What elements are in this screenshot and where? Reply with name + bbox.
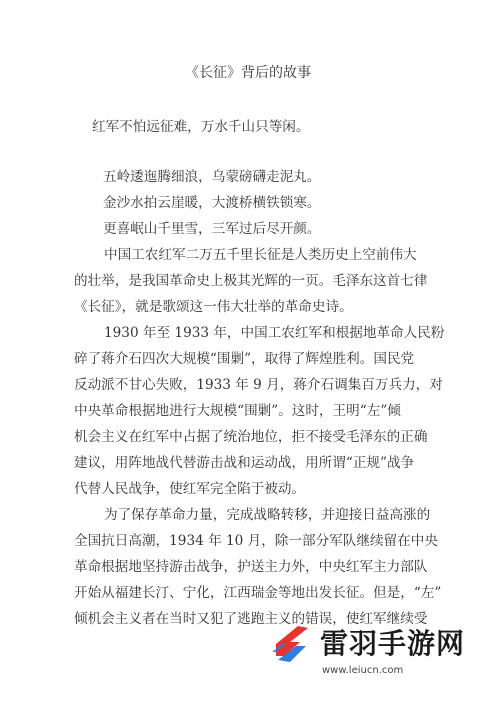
paragraph-line: 为了保存革命力量，完成战略转移，并迎接日益高涨的 <box>104 507 431 523</box>
paragraph-line: 1930 年至 1933 年，中国工农红军和根据地革命人民粉 <box>104 325 445 341</box>
paragraph-line: 《长征》，就是歌颂这一伟大壮举的革命史诗。 <box>74 299 353 315</box>
paragraph-line: 碎了蒋介石四次大规模“围剿”，取得了辉煌胜利。国民党 <box>74 351 415 367</box>
poem-line: 五岭逶迤腾细浪，乌蒙磅礴走泥丸。 <box>103 169 321 185</box>
brand-logo-icon <box>268 622 314 668</box>
poem-line: 金沙水拍云崖暖，大渡桥横铁锁寒。 <box>103 195 321 211</box>
paragraph-line: 倾机会主义者在当时又犯了逃跑主义的错误，使红军继续受 <box>74 611 428 627</box>
watermark-url: www.leiucn.com <box>322 665 404 676</box>
paragraph-line: 中国工农红军二万五千里长征是人类历史上空前伟大 <box>104 247 417 263</box>
paragraph-line: 的壮举，是我国革命史上极其光辉的一页。毛泽东这首七律 <box>74 273 428 289</box>
opening-line: 红军不怕远征难，万水千山只等闲。 <box>92 119 310 135</box>
watermark-brand: 雷羽手游网 <box>320 627 466 660</box>
paragraph-line: 代替人民战争，使红军完全陷于被动。 <box>74 481 306 497</box>
paragraph-line: 反动派不甘心失败，1933 年 9 月，蒋介石调集百万兵力，对 <box>74 377 443 393</box>
document-title: 《长征》背后的故事 <box>185 65 311 81</box>
site-watermark <box>262 614 496 702</box>
poem-line: 更喜岷山千里雪，三军过后尽开颜。 <box>103 221 321 237</box>
paragraph-line: 革命根据地坚持游击战争，护送主力外，中央红军主力部队 <box>74 559 428 575</box>
paragraph-line: 中央革命根据地进行大规模“围剿”。这时，王明“左”倾 <box>74 403 401 419</box>
paragraph-line: 机会主义在红军中占据了统治地位，拒不接受毛泽东的正确 <box>74 429 428 445</box>
paragraph-line: 全国抗日高潮，1934 年 10 月，除一部分军队继续留在中央 <box>74 533 438 549</box>
paragraph-line: 建议，用阵地战代替游击战和运动战，用所谓“正规”战争 <box>74 455 415 471</box>
paragraph-line: 开始从福建长汀、宁化，江西瑞金等地出发长征。但是，“左” <box>74 585 442 601</box>
